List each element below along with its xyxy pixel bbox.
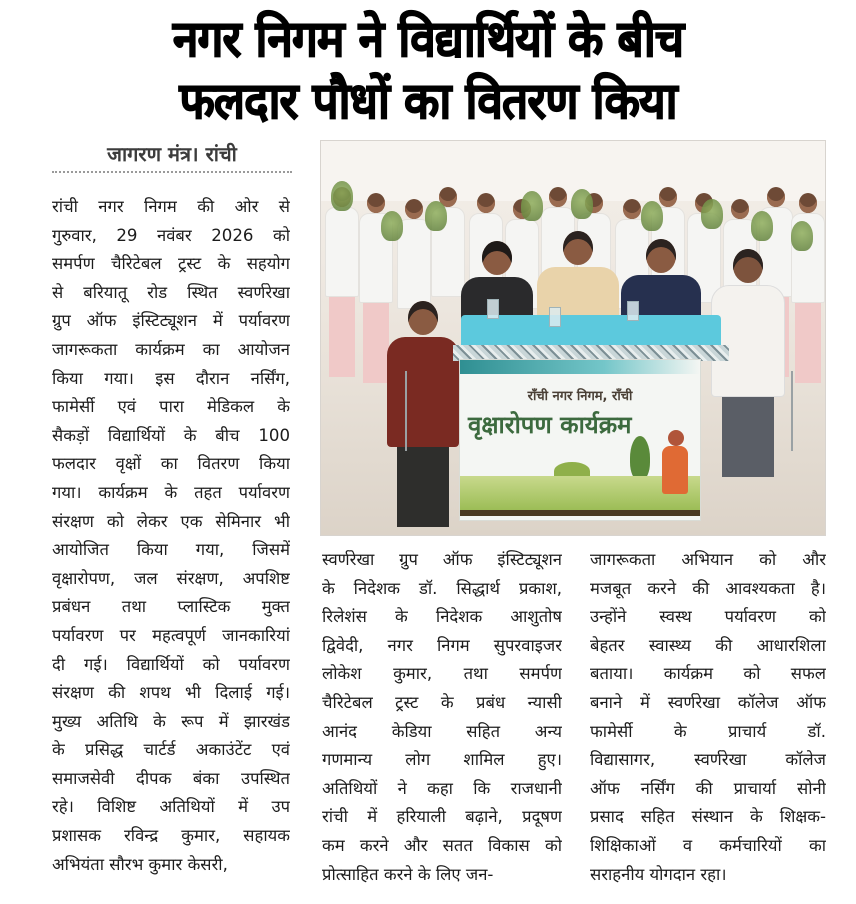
article-line: गुरुवार, 29 नवंबर 2026 को [52, 225, 290, 245]
article-line: मजबूत करने की आवश्यकता है। [590, 578, 826, 598]
article-line: के प्रसिद्ध चार्टर्ड अकाउंटेंट एवं [52, 740, 290, 760]
article-line: शिक्षिकाओं व कर्मचारियों का [590, 835, 826, 855]
article-line: रांची नगर निगम की ओर से [52, 197, 290, 216]
article-line: द्विवेदी, नगर निगम सुपरवाइजर [322, 635, 562, 655]
article-line: के निदेशक डॉ. सिद्धार्थ प्रकाश, [322, 578, 562, 598]
photo-wall [321, 141, 825, 201]
article-line: प्रसाद सहित संस्थान के शिक्षक- [590, 807, 826, 827]
article-line: प्रशासक रविन्द्र कुमार, सहायक [52, 826, 290, 846]
sapling-icon [521, 191, 543, 221]
article-line: दी गई। विद्यार्थियों को पर्यावरण [52, 654, 290, 674]
tree-illustration [630, 436, 650, 480]
article-line: फामेर्सी एवं पारा मेडिकल के [52, 397, 290, 417]
sapling-icon [571, 189, 593, 219]
article-line: से बरियातू रोड स्थित स्वर्णरेखा [52, 282, 290, 302]
article-line: रांची में हरियाली बढ़ाने, प्रदूषण [322, 807, 562, 827]
chair-leg [791, 371, 793, 451]
article-line: संरक्षण की शपथ भी दिलाई गई। [52, 683, 290, 703]
byline: जागरण मंत्र। रांची [52, 140, 292, 173]
sapling-icon [791, 221, 813, 251]
article-line: कम करने और सतत विकास को [322, 835, 562, 855]
sapling-icon [701, 199, 723, 229]
article-line: विद्यासागर, स्वर्णरेखा कॉलेज [590, 750, 826, 770]
article-line: वृक्षारोपण, जल संरक्षण, अपशिष्ट [52, 568, 290, 588]
article-line: गणमान्य लोग शामिल हुए। [322, 750, 562, 770]
event-banner [459, 359, 701, 521]
article-line: सैकड़ों विद्यार्थियों के बीच 100 [52, 425, 290, 445]
article-line: चैरिटेबल ट्रस्ट के प्रबंध न्यासी [322, 692, 562, 712]
article-line: ग्रुप ऑफ इंस्टिट्यूशन में पर्यावरण [52, 311, 290, 331]
water-glass [549, 307, 561, 327]
article-column-middle [322, 546, 562, 889]
article-line: संरक्षण को लेकर एक सेमिनार भी [52, 511, 290, 531]
water-glass [627, 301, 639, 321]
banner-title: वृक्षारोपण कार्यक्रम [468, 411, 632, 439]
article-line: ऑफ नर्सिंग की प्राचार्या सोनी [590, 778, 826, 798]
article-line: जागरूकता अभियान को और [590, 550, 826, 569]
child-planting-illustration [662, 446, 688, 494]
article-line: बेहतर स्वास्थ्य की आधारशिला [590, 635, 826, 655]
sapling-icon [425, 201, 447, 231]
article-line: अतिथियों ने कहा कि राजधानी [322, 778, 562, 798]
article-line: प्रबंधन तथा प्लास्टिक मुक्त [52, 597, 290, 617]
sapling-icon [751, 211, 773, 241]
article-line: फामेर्सी के प्राचार्य डॉ. [590, 721, 826, 741]
water-glass [487, 299, 499, 319]
sapling-icon [381, 211, 403, 241]
article-column-left [52, 193, 290, 879]
article-line: किया गया। इस दौरान नर्सिंग, [52, 368, 290, 388]
headline-line-2: फलदार पौधों का वितरण किया [179, 72, 677, 130]
article-line: समर्पण चैरिटेबल ट्रस्ट के सहयोग [52, 254, 290, 274]
article-line: मुख्य अतिथि के रूप में झारखंड [52, 711, 290, 731]
article-line: रिलेशंस के निदेशक आशुतोष [322, 607, 562, 627]
article-line: जागरूकता कार्यक्रम का आयोजन [52, 339, 290, 359]
article-line: आयोजित किया गया, जिसमें [52, 540, 290, 560]
article-line: अभियंता सौरभ कुमार केसरी, [52, 854, 228, 874]
sapling-icon [641, 201, 663, 231]
article-line: समाजसेवी दीपक बंका उपस्थित [52, 768, 290, 788]
banner-org: राँची नगर निगम, राँची [527, 389, 633, 404]
headline [0, 8, 856, 132]
guest-seated-5 [711, 249, 785, 477]
sapling-icon [331, 181, 353, 211]
article-line: रहे। विशिष्ट अतिथियों में उप [52, 797, 290, 817]
student-figure [327, 187, 357, 377]
article-line: पर्यावरण पर महत्वपूर्ण जानकारियां [52, 625, 290, 645]
article-column-right [590, 546, 826, 889]
article-line: लोकेश कुमार, तथा समर्पण [322, 664, 562, 684]
article-line: बनाने में स्वर्णरेखा कॉलेज ऑफ [590, 692, 826, 712]
article-line: गया। कार्यक्रम के तहत पर्यावरण [52, 482, 290, 502]
article-line: सराहनीय योगदान रहा। [590, 864, 727, 884]
headline-line-1: नगर निगम ने विद्यार्थियों के बीच [172, 10, 684, 68]
article-line: आनंद केडिया सहित अन्य [322, 721, 562, 741]
article-line: स्वर्णरेखा ग्रुप ऑफ इंस्टिट्यूशन [322, 550, 562, 569]
article-line: बताया। कार्यक्रम को सफल [590, 664, 826, 684]
article-line: फलदार वृक्षों का वितरण किया [52, 454, 290, 474]
article-line: उन्होंने स्वस्थ पर्यावरण को [590, 607, 826, 627]
article-line: प्रोत्साहित करने के लिए जन- [322, 864, 494, 884]
news-photo [320, 140, 826, 536]
chair-leg [405, 371, 407, 451]
guest-seated-1 [387, 301, 459, 527]
